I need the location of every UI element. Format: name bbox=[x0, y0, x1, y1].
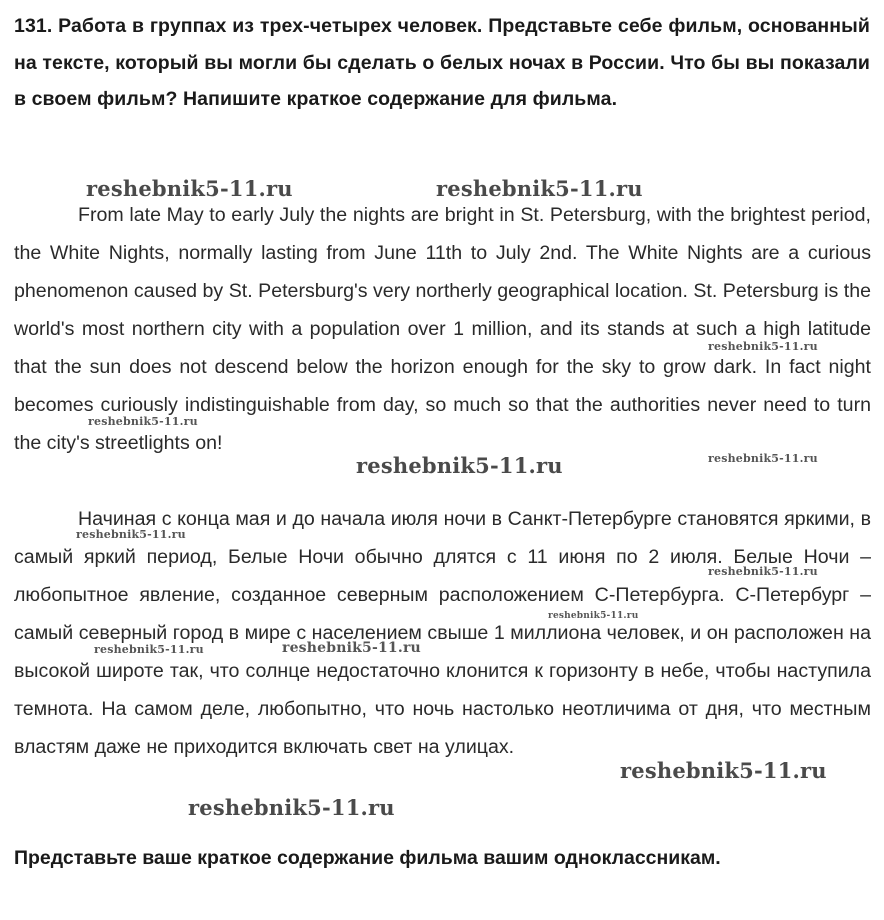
watermark: reshebnik5-11.ru bbox=[282, 640, 421, 656]
watermark: reshebnik5-11.ru bbox=[708, 565, 818, 578]
russian-paragraph: Начиная с конца мая и до начала июля ночи в Санкт-Петербурге становятся яркими, в самый яркий период, Белые Ночи обычно длятся с 11 июня по 2 июля. Белые Ночи – любопытное явление, созданное северным расположением С-Петербурга. С-Петербург – самый северный город в мире с населением свыше 1 миллиона человек, и он расположен на высокой широте так, что солнце недостаточно клонится к горизонту в небе, чтобы наступила темнота. На самом деле, любопытно, что ночь настолько неотличима от дня, что местным властям даже не приходится включать свет на улицах. bbox=[14, 508, 871, 758]
watermark: reshebnik5-11.ru bbox=[548, 611, 639, 621]
final-task: Представьте ваше краткое содержание фильма вашим одноклассникам. bbox=[14, 847, 721, 869]
english-paragraph: From late May to early July the nights are bright in St. Petersburg, with the brightest period, the White Nights, normally lasting from June 11th to July 2nd. The White Nights are a curious phenomenon caused by St. Petersburg's very northerly geographical location. St. Petersburg is the world's most northern city with a population over 1 million, and its stands at such a high latitude that the sun does not descend below the horizon enough for the sky to grow dark. In fact night becomes curiously indistinguishable from day, so much so that the authorities never need to turn the city's streetlights on! bbox=[14, 204, 871, 454]
watermark: reshebnik5-11.ru bbox=[86, 176, 293, 201]
watermark: reshebnik5-11.ru bbox=[88, 415, 198, 428]
watermark: reshebnik5-11.ru bbox=[94, 643, 204, 656]
watermark: reshebnik5-11.ru bbox=[356, 453, 563, 478]
watermark: reshebnik5-11.ru bbox=[436, 176, 643, 201]
task-heading: 131. Работа в группах из трех-четырех человек. Представьте себе фильм, основанный на тексте, который вы могли бы сделать о белых ночах в России. Что бы вы показали в своем фильм? Напишите краткое содержание для фильма. bbox=[14, 15, 870, 110]
watermark: reshebnik5-11.ru bbox=[76, 528, 186, 541]
watermark: reshebnik5-11.ru bbox=[708, 340, 818, 353]
watermark: reshebnik5-11.ru bbox=[620, 758, 827, 783]
watermark: reshebnik5-11.ru bbox=[708, 452, 818, 465]
watermark: reshebnik5-11.ru bbox=[188, 795, 395, 820]
